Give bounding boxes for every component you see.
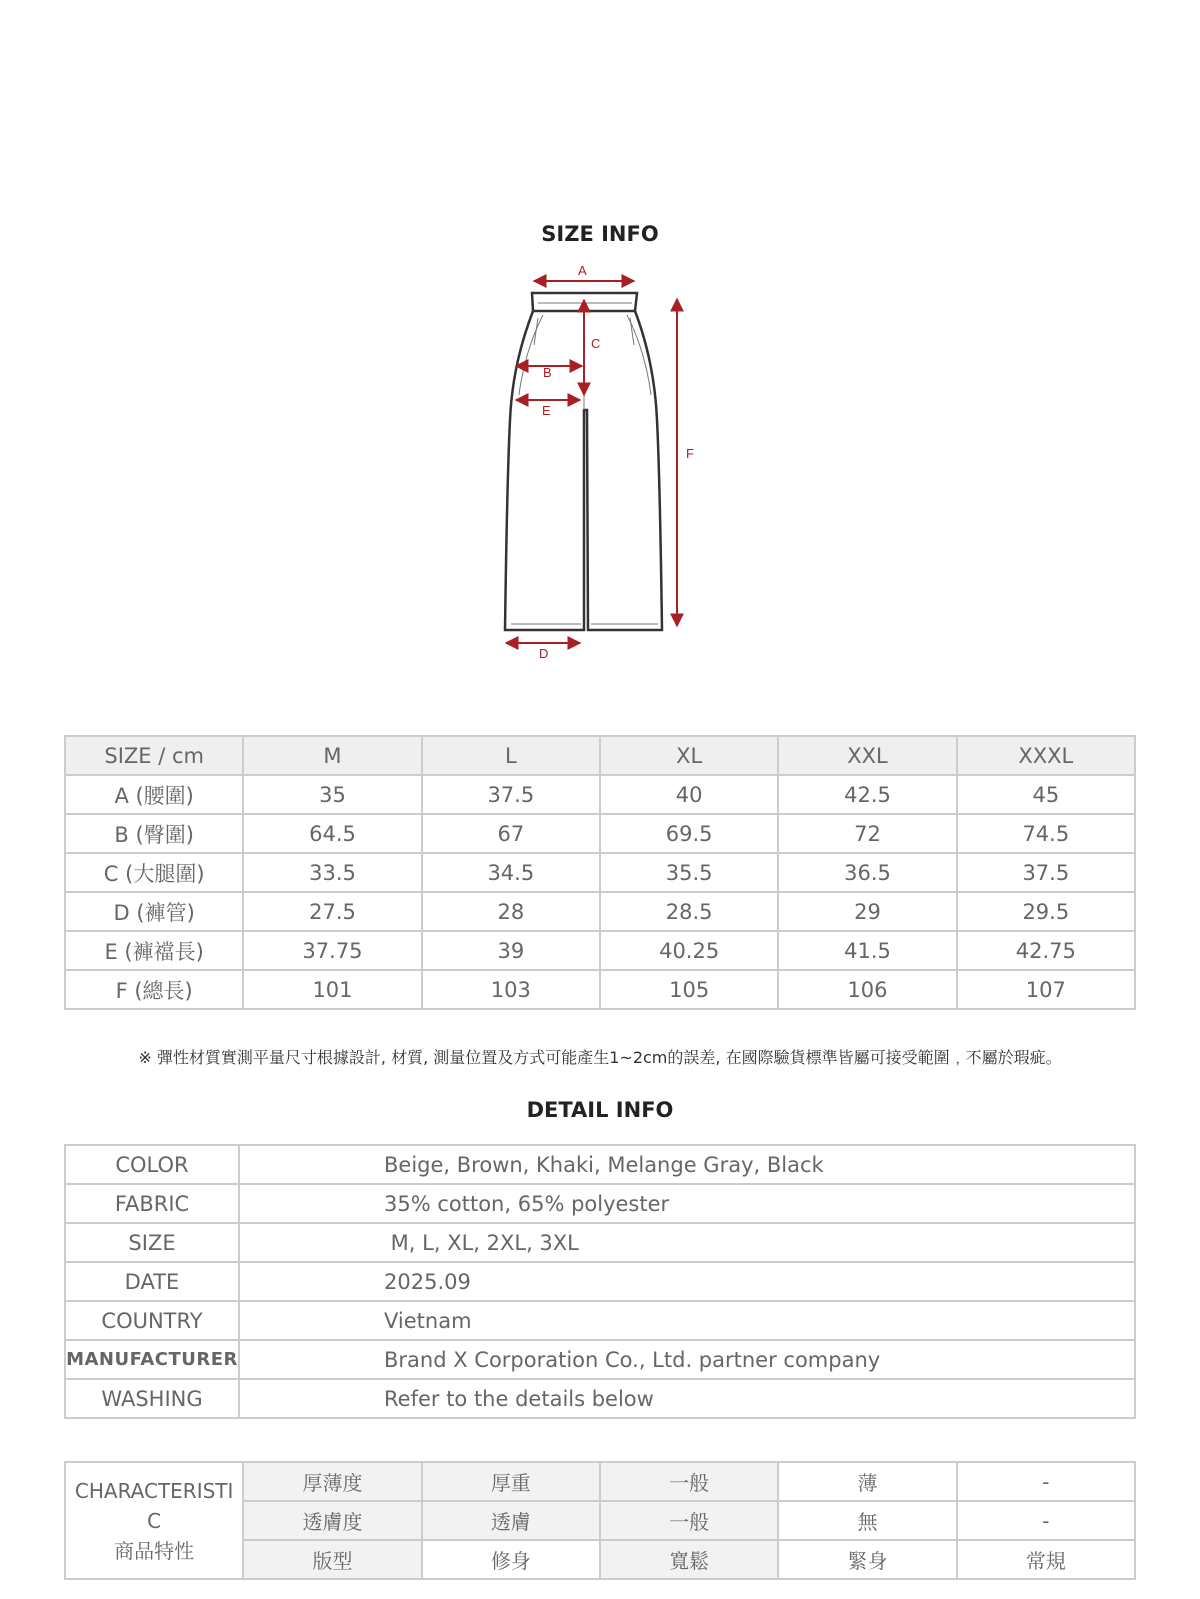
table-cell: 41.5 <box>778 931 956 970</box>
header-size-unit: SIZE / cm <box>65 736 243 775</box>
characteristic-label-en-2: C <box>147 1508 162 1533</box>
size-table-header <box>65 736 1135 775</box>
table-cell: 40.25 <box>600 931 778 970</box>
table-cell: 103 <box>422 970 600 1009</box>
characteristic-label-en-1: CHARACTERISTI <box>74 1478 234 1503</box>
detail-label: MANUFACTURER <box>65 1340 239 1379</box>
table-cell: 101 <box>243 970 421 1009</box>
row-label: F (總長) <box>65 970 243 1009</box>
detail-label: FABRIC <box>65 1184 239 1223</box>
table-cell: 42.75 <box>957 931 1135 970</box>
table-cell: 35.5 <box>600 853 778 892</box>
table-cell: 106 <box>778 970 956 1009</box>
table-cell: 74.5 <box>957 814 1135 853</box>
row-label: C (大腿圍) <box>65 853 243 892</box>
char-option: - <box>957 1462 1135 1501</box>
label-d: D <box>539 646 549 660</box>
detail-row-color <box>65 1145 1135 1184</box>
char-option: 厚重 <box>422 1462 600 1501</box>
detail-row-washing <box>65 1379 1135 1418</box>
size-info-title: SIZE INFO <box>541 222 659 246</box>
header-size-xl: XL <box>600 736 778 775</box>
table-cell: 105 <box>600 970 778 1009</box>
detail-label: SIZE <box>65 1223 239 1262</box>
table-row <box>65 892 1135 931</box>
table-cell: 36.5 <box>778 853 956 892</box>
row-label: E (褲襠長) <box>65 931 243 970</box>
table-cell: 33.5 <box>243 853 421 892</box>
characteristic-label <box>65 1462 243 1579</box>
detail-row-size <box>65 1223 1135 1262</box>
detail-row-date <box>65 1262 1135 1301</box>
char-option: 薄 <box>778 1462 956 1501</box>
table-cell: 34.5 <box>422 853 600 892</box>
header-size-xxxl: XXXL <box>957 736 1135 775</box>
char-option: 修身 <box>422 1540 600 1579</box>
characteristic-table <box>64 1461 1136 1580</box>
table-row <box>65 814 1135 853</box>
detail-row-manufacturer <box>65 1340 1135 1379</box>
char-option: 緊身 <box>778 1540 956 1579</box>
label-f: F <box>686 446 694 461</box>
row-label: A (腰圍) <box>65 775 243 814</box>
detail-value: Vietnam <box>239 1301 1135 1340</box>
table-cell: 39 <box>422 931 600 970</box>
table-row <box>65 931 1135 970</box>
table-cell: 29 <box>778 892 956 931</box>
table-row <box>65 1462 1135 1501</box>
detail-value: 2025.09 <box>239 1262 1135 1301</box>
table-cell: 42.5 <box>778 775 956 814</box>
char-attribute: 透膚度 <box>243 1501 421 1540</box>
table-cell: 27.5 <box>243 892 421 931</box>
detail-info-title: DETAIL INFO <box>526 1098 674 1122</box>
measurement-note: ※ 彈性材質實測平量尺寸根據設計, 材質, 測量位置及方式可能產生1~2cm的誤差, 在國際驗貨標準皆屬可接受範圍﹐不屬於瑕疵。 <box>138 1048 1062 1067</box>
detail-value: M, L, XL, 2XL, 3XL <box>239 1223 1135 1262</box>
characteristic-label-zh: 商品特性 <box>114 1538 195 1563</box>
table-row <box>65 775 1135 814</box>
table-cell: 64.5 <box>243 814 421 853</box>
char-option: 透膚 <box>422 1501 600 1540</box>
detail-value: Beige, Brown, Khaki, Melange Gray, Black <box>239 1145 1135 1184</box>
detail-label: WASHING <box>65 1379 239 1418</box>
char-option: 無 <box>778 1501 956 1540</box>
label-e: E <box>542 403 551 418</box>
detail-value: Refer to the details below <box>239 1379 1135 1418</box>
table-cell: 107 <box>957 970 1135 1009</box>
detail-row-country <box>65 1301 1135 1340</box>
table-row <box>65 970 1135 1009</box>
label-a: A <box>578 263 587 278</box>
label-c: C <box>591 336 601 351</box>
table-cell: 28.5 <box>600 892 778 931</box>
char-option: 常規 <box>957 1540 1135 1579</box>
table-cell: 37.75 <box>243 931 421 970</box>
table-cell: 37.5 <box>422 775 600 814</box>
header-size-m: M <box>243 736 421 775</box>
detail-row-fabric <box>65 1184 1135 1223</box>
detail-label: COUNTRY <box>65 1301 239 1340</box>
table-cell: 69.5 <box>600 814 778 853</box>
char-attribute: 版型 <box>243 1540 421 1579</box>
char-option-selected: 一般 <box>600 1501 778 1540</box>
detail-value: 35% cotton, 65% polyester <box>239 1184 1135 1223</box>
detail-table <box>64 1144 1136 1419</box>
table-cell: 29.5 <box>957 892 1135 931</box>
table-cell: 72 <box>778 814 956 853</box>
char-option-selected: 寬鬆 <box>600 1540 778 1579</box>
detail-value: Brand X Corporation Co., Ltd. partner company <box>239 1340 1135 1379</box>
char-option: - <box>957 1501 1135 1540</box>
detail-label: DATE <box>65 1262 239 1301</box>
table-cell: 35 <box>243 775 421 814</box>
table-cell: 37.5 <box>957 853 1135 892</box>
pants-measurement-diagram <box>490 260 710 660</box>
row-label: D (褲管) <box>65 892 243 931</box>
table-cell: 45 <box>957 775 1135 814</box>
table-row <box>65 853 1135 892</box>
header-size-xxl: XXL <box>778 736 956 775</box>
char-option-selected: 一般 <box>600 1462 778 1501</box>
header-size-l: L <box>422 736 600 775</box>
detail-label: COLOR <box>65 1145 239 1184</box>
table-cell: 28 <box>422 892 600 931</box>
label-b: B <box>543 365 552 380</box>
size-table <box>64 735 1136 1010</box>
table-cell: 40 <box>600 775 778 814</box>
table-cell: 67 <box>422 814 600 853</box>
char-attribute: 厚薄度 <box>243 1462 421 1501</box>
row-label: B (臀圍) <box>65 814 243 853</box>
